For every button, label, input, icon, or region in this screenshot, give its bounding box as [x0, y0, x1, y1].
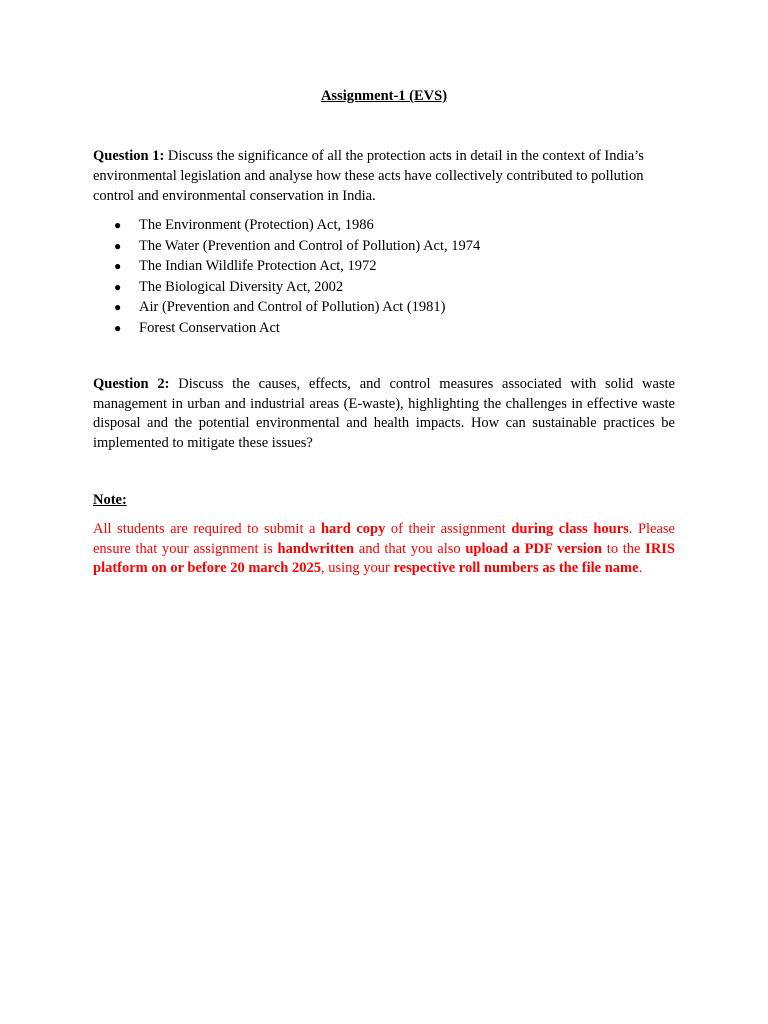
question-1-text: Discuss the significance of all the protection acts in detail in the context of India’s environmental legislation and analyse how these acts have collectively contributed to pollution control and environmental conservation in India. [93, 148, 644, 204]
act-item-text: Air (Prevention and Control of Pollution) Act (1981) [139, 299, 446, 315]
note-segment: . [638, 560, 643, 577]
bullet-icon: ● [114, 238, 122, 253]
note-body [93, 520, 675, 579]
question-2-label: Question 2: [93, 376, 170, 392]
act-item-text: The Water (Prevention and Control of Pollution) Act, 1974 [139, 237, 481, 254]
bullet-icon: ● [114, 279, 122, 294]
note-segment-bold: handwritten [277, 540, 355, 557]
list-item [93, 256, 675, 277]
bullet-icon: ● [114, 218, 122, 232]
act-item-text: The Biological Diversity Act, 2002 [139, 278, 344, 295]
acts-list [93, 215, 675, 338]
document-title: Assignment-1 (EVS) [320, 88, 448, 104]
question-2 [93, 375, 675, 453]
act-item-text: Forest Conservation Act [139, 319, 280, 336]
list-item [93, 297, 675, 318]
question-1-label: Question 1: [93, 148, 165, 164]
list-item [93, 277, 675, 298]
bullet-icon: ● [114, 320, 122, 335]
bullet-icon: ● [114, 259, 122, 273]
act-item-text: The Environment (Protection) Act, 1986 [139, 217, 374, 233]
note-segment-bold: during class hours [511, 521, 629, 537]
list-item [93, 318, 675, 339]
list-item [93, 215, 675, 236]
note-segment: and that you also [354, 540, 466, 557]
note-segment: of their assignment [385, 521, 512, 537]
note-segment: , using your [320, 560, 394, 577]
list-item [93, 236, 675, 257]
question-2-text: Discuss the causes, effects, and control measures associated with solid waste management in urban and industrial areas (E-waste), highlighting the challenges in effective waste disposal and the potential environmental and health impacts. How can sustainable practices be implemented to mitigate these issues? [93, 376, 675, 451]
note-segment: to the [602, 540, 646, 557]
note-segment: All students are required to submit a [93, 521, 321, 537]
note-segment-bold: hard copy [320, 521, 386, 537]
note-segment-bold: IRIS platform on or before 20 march 2025 [93, 540, 675, 577]
bullet-icon: ● [114, 300, 122, 314]
note-heading: Note: [93, 492, 127, 508]
note-segment-bold: upload a PDF version [465, 540, 603, 557]
act-item-text: The Indian Wildlife Protection Act, 1972 [139, 258, 377, 274]
question-1 [93, 146, 675, 206]
note-segment-bold: respective roll numbers as the file name [393, 560, 639, 577]
note-segment: . Please ensure that your assignment is [93, 521, 675, 557]
